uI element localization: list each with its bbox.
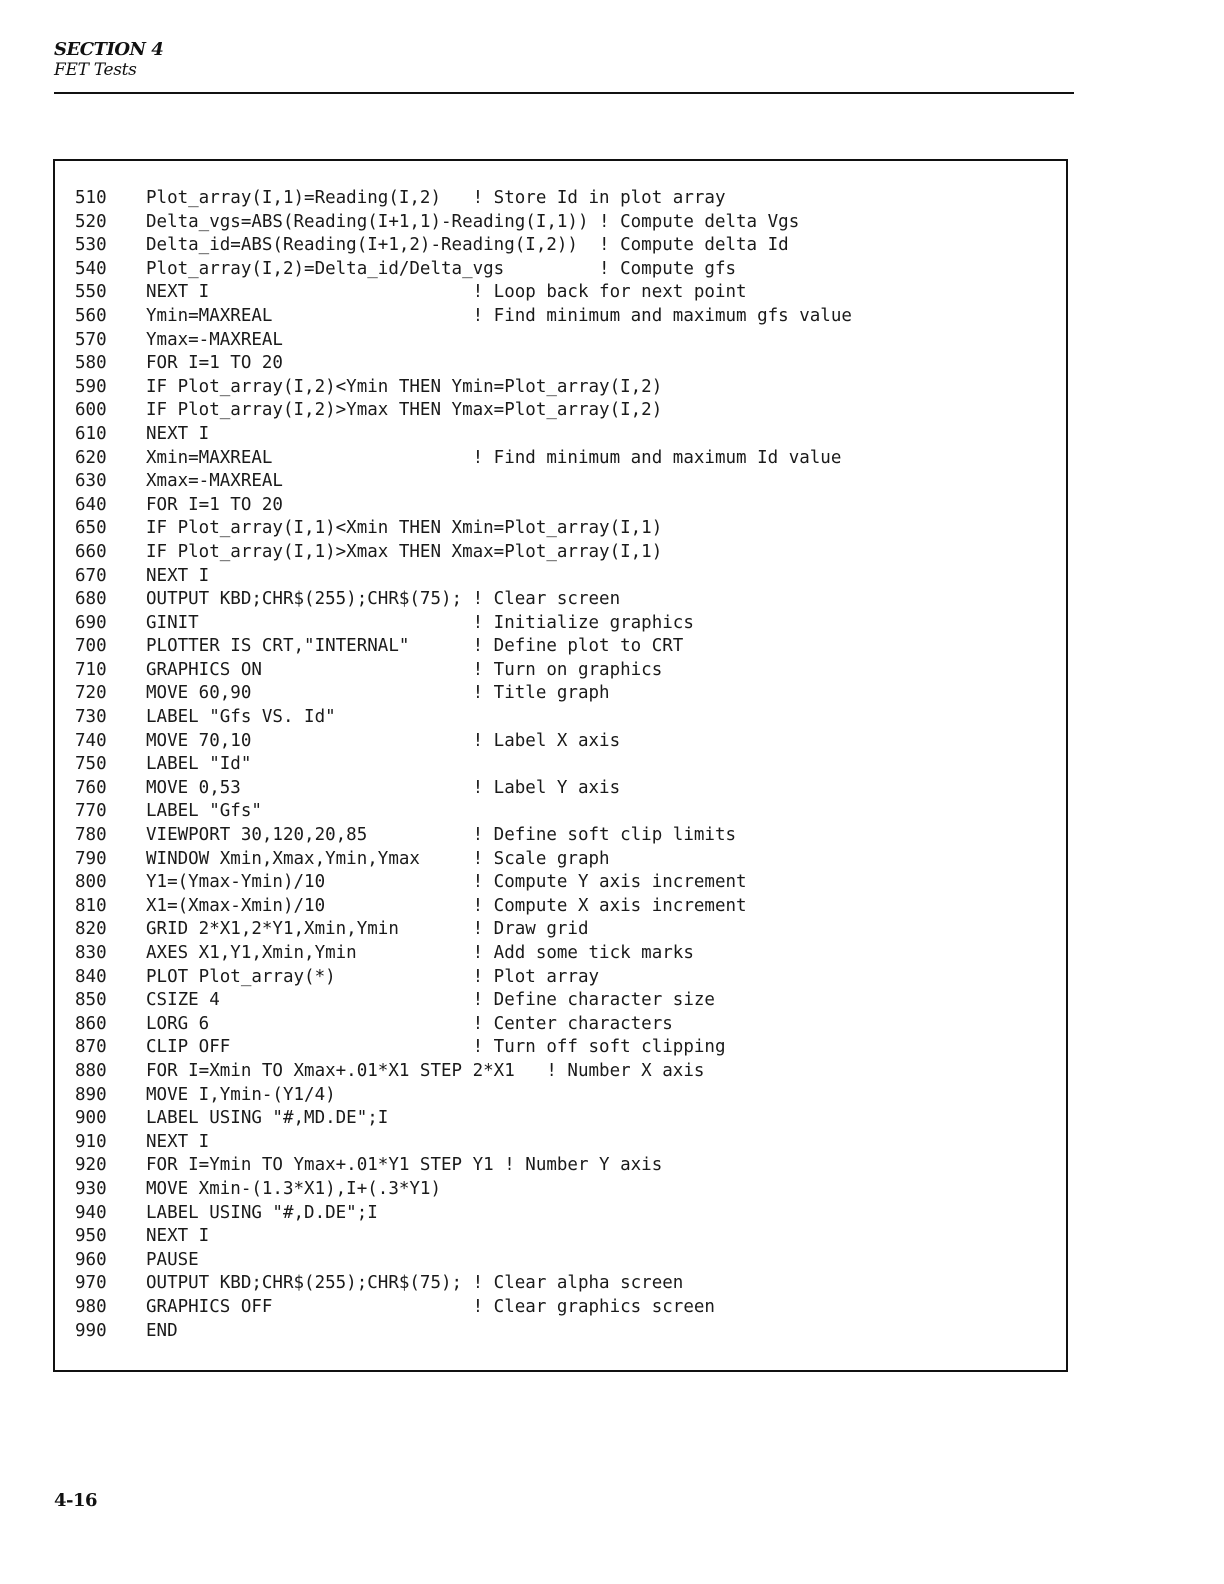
line-number: 680 bbox=[75, 589, 107, 610]
line-number: 600 bbox=[75, 400, 107, 421]
code-line bbox=[75, 494, 852, 518]
line-number: 690 bbox=[75, 612, 107, 633]
line-number: 940 bbox=[75, 1202, 107, 1223]
line-number: 800 bbox=[75, 872, 107, 893]
line-number: 660 bbox=[75, 541, 107, 562]
line-number: 520 bbox=[75, 211, 107, 232]
code-line bbox=[75, 305, 852, 329]
code-line bbox=[75, 706, 852, 730]
line-number: 740 bbox=[75, 730, 107, 751]
code-statement: MOVE Xmin-(1.3*X1),I+(.3*Y1) bbox=[146, 1178, 442, 1199]
line-number: 610 bbox=[75, 423, 107, 444]
line-number: 840 bbox=[75, 966, 107, 987]
header-rule bbox=[54, 92, 1074, 94]
line-number: 890 bbox=[75, 1084, 107, 1105]
line-number: 790 bbox=[75, 848, 107, 869]
code-statement: Ymax=-MAXREAL bbox=[146, 329, 283, 350]
code-line bbox=[75, 1296, 852, 1320]
code-statement: OUTPUT KBD;CHR$(255);CHR$(75); ! Clear alpha screen bbox=[146, 1273, 684, 1294]
code-statement: GRAPHICS ON ! Turn on graphics bbox=[146, 659, 663, 680]
line-number: 850 bbox=[75, 990, 107, 1011]
code-line bbox=[75, 1060, 852, 1084]
line-number: 570 bbox=[75, 329, 107, 350]
code-statement: NEXT I bbox=[146, 423, 210, 444]
code-line bbox=[75, 635, 852, 659]
code-statement: MOVE 70,10 ! Label X axis bbox=[146, 730, 621, 751]
code-line bbox=[75, 281, 852, 305]
code-line bbox=[75, 800, 852, 824]
code-statement: PAUSE bbox=[146, 1249, 199, 1270]
code-line bbox=[75, 682, 852, 706]
line-number: 540 bbox=[75, 258, 107, 279]
code-statement: IF Plot_array(I,2)>Ymax THEN Ymax=Plot_array(I,2) bbox=[146, 400, 663, 421]
code-statement: Delta_id=ABS(Reading(I+1,2)-Reading(I,2)) ! Compute delta Id bbox=[146, 235, 789, 256]
code-statement: NEXT I bbox=[146, 1226, 210, 1247]
code-statement: MOVE I,Ymin-(Y1/4) bbox=[146, 1084, 336, 1105]
line-number: 780 bbox=[75, 825, 107, 846]
line-number: 530 bbox=[75, 235, 107, 256]
line-number: 810 bbox=[75, 895, 107, 916]
code-line bbox=[75, 895, 852, 919]
code-statement: MOVE 0,53 ! Label Y axis bbox=[146, 777, 621, 798]
code-statement: X1=(Xmax-Xmin)/10 ! Compute X axis increment bbox=[146, 895, 747, 916]
code-line bbox=[75, 517, 852, 541]
code-line bbox=[75, 966, 852, 990]
code-line bbox=[75, 753, 852, 777]
code-line bbox=[75, 777, 852, 801]
line-number: 630 bbox=[75, 471, 107, 492]
line-number: 990 bbox=[75, 1320, 107, 1341]
code-line bbox=[75, 871, 852, 895]
section-subtitle: FET Tests bbox=[54, 60, 137, 80]
code-line bbox=[75, 659, 852, 683]
code-statement: IF Plot_array(I,1)>Xmax THEN Xmax=Plot_array(I,1) bbox=[146, 541, 663, 562]
code-statement: NEXT I ! Loop back for next point bbox=[146, 282, 747, 303]
code-line bbox=[75, 989, 852, 1013]
code-statement: WINDOW Xmin,Xmax,Ymin,Ymax ! Scale graph bbox=[146, 848, 610, 869]
page-header bbox=[54, 40, 1074, 80]
code-statement: OUTPUT KBD;CHR$(255);CHR$(75); ! Clear screen bbox=[146, 589, 621, 610]
code-statement: END bbox=[146, 1320, 178, 1341]
line-number: 580 bbox=[75, 353, 107, 374]
line-number: 760 bbox=[75, 777, 107, 798]
program-listing bbox=[75, 187, 852, 1343]
line-number: 670 bbox=[75, 565, 107, 586]
line-number: 980 bbox=[75, 1296, 107, 1317]
line-number: 770 bbox=[75, 801, 107, 822]
code-statement: CLIP OFF ! Turn off soft clipping bbox=[146, 1037, 726, 1058]
line-number: 700 bbox=[75, 636, 107, 657]
code-line bbox=[75, 1272, 852, 1296]
line-number: 650 bbox=[75, 518, 107, 539]
code-line bbox=[75, 824, 852, 848]
line-number: 960 bbox=[75, 1249, 107, 1270]
line-number: 910 bbox=[75, 1131, 107, 1152]
line-number: 930 bbox=[75, 1178, 107, 1199]
code-statement: NEXT I bbox=[146, 1131, 210, 1152]
line-number: 510 bbox=[75, 188, 107, 208]
line-number: 860 bbox=[75, 1013, 107, 1034]
code-statement: LABEL "Id" bbox=[146, 754, 252, 775]
line-number: 950 bbox=[75, 1226, 107, 1247]
code-line bbox=[75, 1107, 852, 1131]
code-statement: Xmax=-MAXREAL bbox=[146, 471, 283, 492]
code-line bbox=[75, 187, 852, 211]
line-number: 900 bbox=[75, 1108, 107, 1129]
code-statement: MOVE 60,90 ! Title graph bbox=[146, 683, 610, 704]
code-line bbox=[75, 730, 852, 754]
code-line bbox=[75, 399, 852, 423]
line-number: 830 bbox=[75, 943, 107, 963]
code-line bbox=[75, 541, 852, 565]
line-number: 730 bbox=[75, 707, 107, 728]
code-statement: FOR I=Ymin TO Ymax+.01*Y1 STEP Y1 ! Number Y axis bbox=[146, 1155, 663, 1176]
code-statement: Delta_vgs=ABS(Reading(I+1,1)-Reading(I,1)) ! Compute delta Vgs bbox=[146, 211, 800, 232]
code-statement: FOR I=1 TO 20 bbox=[146, 353, 283, 374]
code-statement: LABEL "Gfs VS. Id" bbox=[146, 707, 336, 728]
code-line bbox=[75, 565, 852, 589]
code-statement: Plot_array(I,2)=Delta_id/Delta_vgs ! Compute gfs bbox=[146, 258, 737, 279]
line-number: 710 bbox=[75, 659, 107, 680]
code-statement: Xmin=MAXREAL ! Find minimum and maximum Id value bbox=[146, 447, 842, 468]
code-statement: Plot_array(I,1)=Reading(I,2) ! Store Id in plot array bbox=[146, 188, 726, 208]
code-line bbox=[75, 942, 852, 966]
code-line bbox=[75, 352, 852, 376]
code-line bbox=[75, 1154, 852, 1178]
code-statement: PLOTTER IS CRT,"INTERNAL" ! Define plot to CRT bbox=[146, 636, 684, 657]
page-number: 4-16 bbox=[54, 1490, 98, 1511]
code-line bbox=[75, 918, 852, 942]
code-line bbox=[75, 258, 852, 282]
line-number: 920 bbox=[75, 1155, 107, 1176]
line-number: 590 bbox=[75, 376, 107, 397]
code-statement: LABEL "Gfs" bbox=[146, 801, 262, 822]
line-number: 720 bbox=[75, 683, 107, 704]
code-line bbox=[75, 1013, 852, 1037]
code-line bbox=[75, 1178, 852, 1202]
code-line bbox=[75, 1202, 852, 1226]
code-statement: CSIZE 4 ! Define character size bbox=[146, 990, 715, 1011]
code-line bbox=[75, 612, 852, 636]
line-number: 870 bbox=[75, 1037, 107, 1058]
code-statement: LORG 6 ! Center characters bbox=[146, 1013, 673, 1034]
code-line bbox=[75, 588, 852, 612]
code-statement: IF Plot_array(I,1)<Xmin THEN Xmin=Plot_array(I,1) bbox=[146, 518, 663, 539]
code-statement: FOR I=1 TO 20 bbox=[146, 494, 283, 515]
code-statement: LABEL USING "#,D.DE";I bbox=[146, 1202, 378, 1223]
code-statement: LABEL USING "#,MD.DE";I bbox=[146, 1108, 389, 1129]
code-statement: IF Plot_array(I,2)<Ymin THEN Ymin=Plot_array(I,2) bbox=[146, 376, 663, 397]
line-number: 750 bbox=[75, 754, 107, 775]
code-line bbox=[75, 1084, 852, 1108]
code-line bbox=[75, 1249, 852, 1273]
code-statement: Y1=(Ymax-Ymin)/10 ! Compute Y axis increment bbox=[146, 872, 747, 893]
code-line bbox=[75, 447, 852, 471]
code-line bbox=[75, 1131, 852, 1155]
code-line bbox=[75, 1225, 852, 1249]
code-line bbox=[75, 1036, 852, 1060]
code-statement: VIEWPORT 30,120,20,85 ! Define soft clip limits bbox=[146, 825, 737, 846]
program-listing-box bbox=[53, 159, 1068, 1372]
line-number: 550 bbox=[75, 282, 107, 303]
line-number: 820 bbox=[75, 919, 107, 940]
code-statement: FOR I=Xmin TO Xmax+.01*X1 STEP 2*X1 ! Number X axis bbox=[146, 1060, 705, 1081]
code-line bbox=[75, 470, 852, 494]
code-statement: GINIT ! Initialize graphics bbox=[146, 612, 694, 633]
code-line bbox=[75, 848, 852, 872]
code-statement: NEXT I bbox=[146, 565, 210, 586]
line-number: 880 bbox=[75, 1060, 107, 1081]
code-line bbox=[75, 1320, 852, 1344]
code-statement: PLOT Plot_array(*) ! Plot array bbox=[146, 966, 600, 987]
code-line bbox=[75, 211, 852, 235]
code-statement: Ymin=MAXREAL ! Find minimum and maximum gfs value bbox=[146, 305, 852, 326]
code-line bbox=[75, 329, 852, 353]
code-line bbox=[75, 234, 852, 258]
line-number: 640 bbox=[75, 494, 107, 515]
code-statement: GRID 2*X1,2*Y1,Xmin,Ymin ! Draw grid bbox=[146, 919, 589, 940]
code-line bbox=[75, 376, 852, 400]
line-number: 560 bbox=[75, 305, 107, 326]
code-statement: GRAPHICS OFF ! Clear graphics screen bbox=[146, 1296, 715, 1317]
line-number: 970 bbox=[75, 1273, 107, 1294]
code-statement: AXES X1,Y1,Xmin,Ymin ! Add some tick marks bbox=[146, 943, 694, 963]
section-title: SECTION 4 bbox=[54, 39, 164, 60]
code-line bbox=[75, 423, 852, 447]
line-number: 620 bbox=[75, 447, 107, 468]
